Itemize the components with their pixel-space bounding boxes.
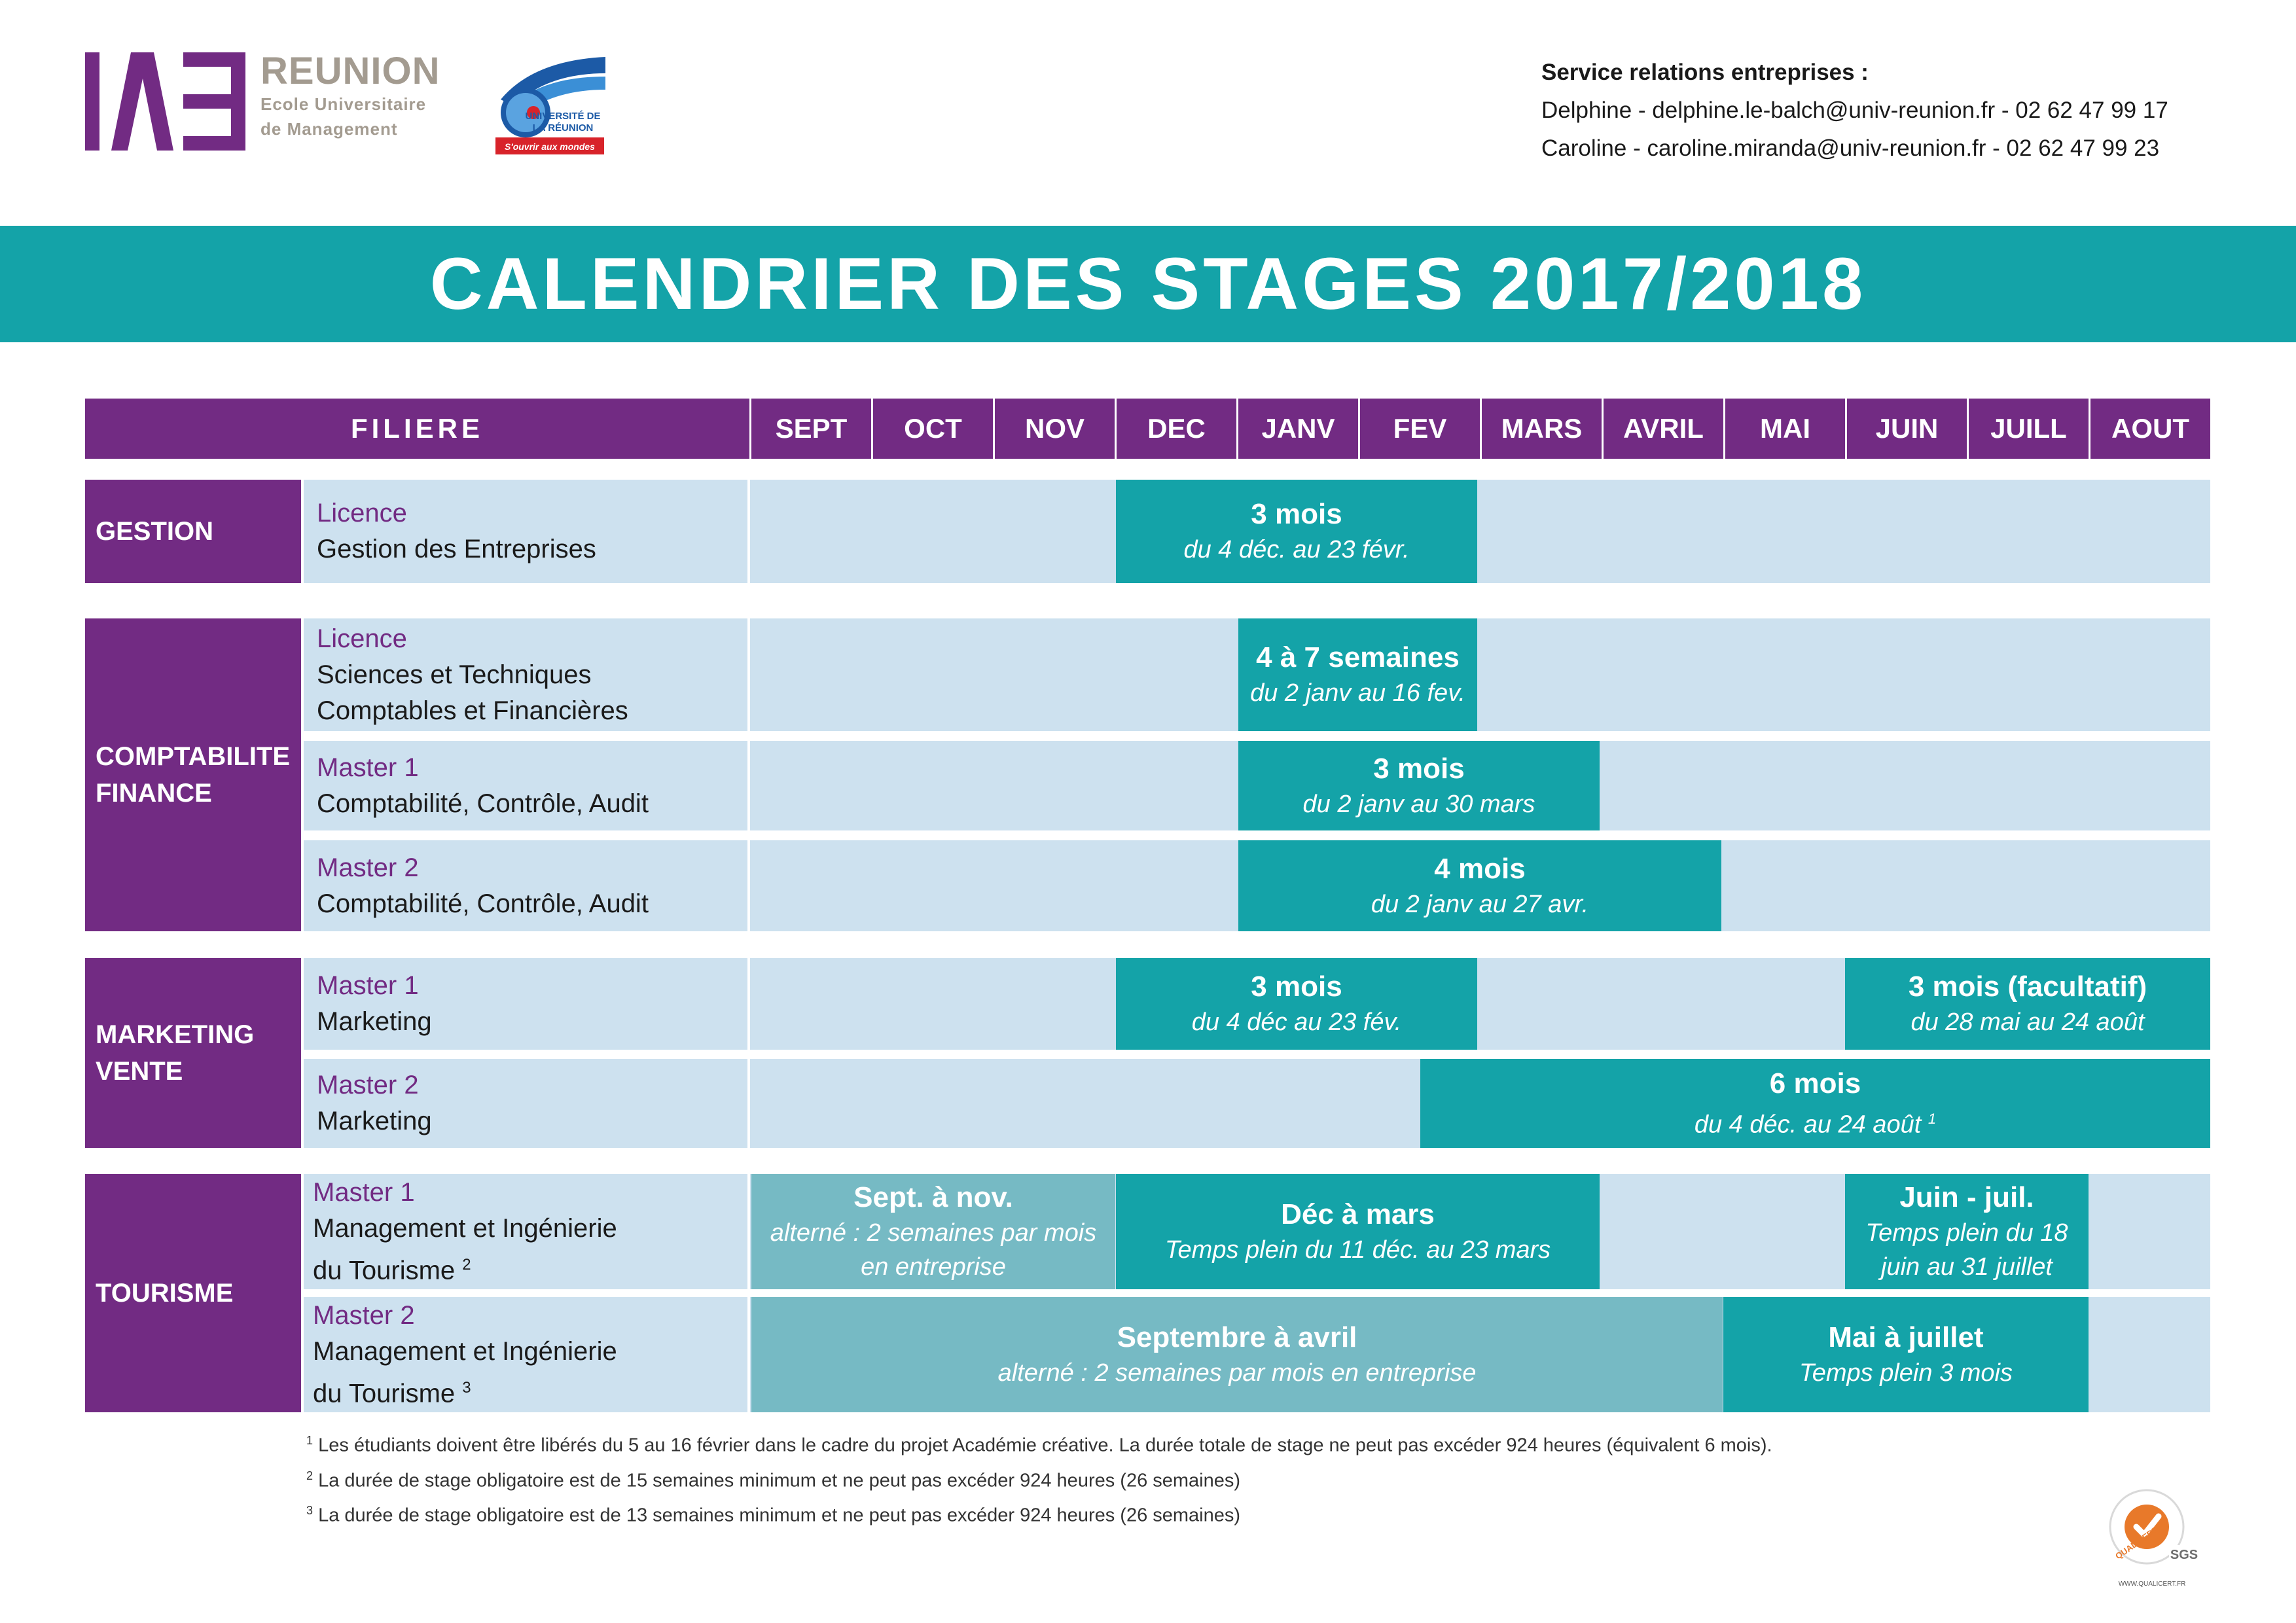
footnote-2 [306,1461,2073,1496]
bar-dates: du 4 déc au 23 fév. [1191,1008,1402,1036]
header-month-fev: FEV [1358,399,1480,459]
contact-caroline: Caroline - caroline.miranda@univ-reunion.fr - 02 62 47 99 23 [1541,135,2160,161]
internship-bar-mkt-m1-1 [1116,958,1477,1050]
header-filiere: FILIERE [85,399,749,459]
bar-dates: du 2 janv au 27 avr. [1371,890,1589,918]
iae-logo [85,52,249,151]
bar-title: Juin - juil. [1899,1181,2034,1213]
row-level: Licence [317,624,407,653]
bar-title: 3 mois [1373,752,1465,785]
bar-title: Septembre à avril [1117,1321,1357,1353]
row-level: Master 1 [313,1177,415,1207]
row-program: Comptabilité, Contrôle, Audit [317,889,649,918]
university-logo [494,54,605,158]
bar-dates: alterné : 2 semaines par mois en entreprise [997,1359,1477,1387]
header-month-juin: JUIN [1845,399,1967,459]
footnote-1 [306,1425,2073,1461]
bar-dates-line1: Temps plein du 18 [1865,1219,2068,1247]
row-program-line2 [313,1370,747,1412]
internship-bar-mkt-m1-2 [1845,958,2210,1050]
internship-bar-tour-m1-1 [751,1174,1115,1289]
row-label-mkt-m1 [304,958,747,1050]
page-title: CALENDRIER DES STAGES 2017/2018 [429,243,1867,325]
group-gestion: GESTION [85,480,301,583]
group-marketing-vente: MARKETING VENTE [85,958,301,1148]
qualicert-badge [2106,1482,2204,1590]
univ-text-1: UNIVERSITÉ DE [525,111,601,122]
contact-block [1541,54,2281,168]
row-level: Licence [317,499,407,527]
footnote-ref-1: 1 [1928,1110,1937,1127]
contact-title: Service relations entreprises : [1541,60,1869,85]
header-month-dec: DEC [1115,399,1236,459]
bar-dates: du 2 janv au 16 fev. [1250,679,1465,707]
group-compta-finance: COMPTABILITE FINANCE [85,618,301,931]
footnote-number: 1 [306,1434,314,1447]
bar-dates-line1: alterné : 2 semaines par mois [770,1219,1097,1247]
iae-logo-text [260,51,457,141]
footnote-text: La durée de stage obligatoire est de 15 semaines minimum et ne peut pas excéder 924 heures (26 semaines) [318,1470,1241,1491]
logo-line2: de Management [260,119,398,139]
header-month-juill: JUILL [1967,399,2089,459]
row-program-line1: Sciences et Techniques [317,660,592,689]
row-program-line2-text: du Tourisme [313,1379,456,1408]
group-tourisme: TOURISME [85,1174,301,1412]
row-level: Master 1 [317,971,419,1000]
header-month-aout: AOUT [2089,399,2210,459]
row-program-line2: Comptables et Financières [317,696,628,725]
row-track-gestion-licence [750,480,2210,583]
footnote-ref-2: 2 [462,1255,471,1274]
badge-sgs: SGS [2170,1548,2198,1562]
contact-delphine: Delphine - delphine.le-balch@univ-reunion.fr - 02 62 47 99 17 [1541,98,2168,123]
row-level: Master 2 [317,1071,419,1099]
bar-title: Déc à mars [1281,1198,1435,1230]
bar-dates: du 28 mai au 24 août [1910,1008,2145,1036]
bar-dates-line2: en entreprise [861,1253,1006,1281]
badge-brand: QUALICERT [2113,1524,2160,1561]
bar-title: Sept. à nov. [853,1181,1013,1213]
bar-dates-line2: juin au 31 juillet [1881,1253,2053,1281]
internship-bar-compta-m2 [1238,840,1721,931]
row-label-tour-m2 [304,1297,747,1412]
row-program-line2 [313,1247,747,1289]
row-level: Master 2 [317,853,419,882]
header-month-mars: MARS [1480,399,1602,459]
bar-title: 3 mois (facultatif) [1908,971,2147,1003]
header-month-nov: NOV [993,399,1115,459]
bar-title: 3 mois [1251,498,1342,530]
header-month-avril: AVRIL [1602,399,1723,459]
row-label-gestion-licence [304,480,747,583]
bar-title: 3 mois [1251,971,1342,1003]
row-program-line1: Management et Ingénierie [313,1213,617,1243]
bar-dates-text: du 4 déc. au 24 août [1694,1111,1922,1139]
row-label-compta-m1 [304,741,747,830]
bar-title: 4 à 7 semaines [1256,641,1460,673]
row-program: Gestion des Entreprises [317,535,596,563]
row-program: Comptabilité, Contrôle, Audit [317,789,649,818]
header-month-sept: SEPT [749,399,871,459]
footnote-ref-3: 3 [462,1378,471,1397]
row-program: Marketing [317,1107,432,1135]
internship-bar-compta-m1 [1238,741,1600,830]
bar-title: 4 mois [1434,852,1526,885]
internship-bar-tour-m1-2 [1116,1174,1600,1289]
footnote-number: 2 [306,1469,314,1482]
row-program: Marketing [317,1007,432,1036]
row-level: Master 1 [317,753,419,782]
footnotes [306,1425,2073,1531]
row-label-mkt-m2 [304,1059,747,1148]
bar-title: Mai à juillet [1828,1321,1984,1353]
footnote-3 [306,1495,2073,1531]
row-track-compta-licence [750,618,2210,731]
internship-bar-tour-m2-2 [1723,1297,2089,1412]
header-month-mai: MAI [1723,399,1845,459]
footnote-text: Les étudiants doivent être libérés du 5 au 16 février dans le cadre du projet Académie créative. La durée totale de stage ne peut pas excéder 924 heures (équivalent 6 mois). [318,1435,1772,1456]
internship-bar-gestion-licence [1116,480,1477,583]
logo-word: REUNION [260,50,440,92]
footnote-text: La durée de stage obligatoire est de 13 semaines minimum et ne peut pas excéder 924 heures (26 semaines) [318,1505,1241,1526]
row-label-compta-licence [304,618,747,731]
row-level: Master 2 [313,1300,415,1330]
logo-line1: Ecole Universitaire [260,94,427,114]
internship-bar-tour-m1-3 [1845,1174,2089,1289]
bar-dates: Temps plein 3 mois [1799,1359,2013,1387]
internship-bar-compta-licence [1238,618,1477,731]
row-program-line2-text: du Tourisme [313,1256,456,1285]
bar-dates [1695,1102,1936,1142]
bar-dates: du 4 déc. au 23 févr. [1183,536,1410,563]
header-month-oct: OCT [871,399,993,459]
internship-bar-tour-m2-1 [751,1297,1723,1412]
row-label-compta-m2 [304,840,747,931]
bar-title: 6 mois [1769,1067,1861,1099]
univ-text-2: LA RÉUNION [532,122,594,134]
badge-url: WWW.QUALICERT.FR [2118,1580,2186,1588]
bar-dates: Temps plein du 11 déc. au 23 mars [1164,1236,1551,1264]
univ-tagline: S'ouvrir aux mondes [505,141,595,152]
internship-bar-mkt-m2 [1420,1059,2210,1148]
header-month-janv: JANV [1236,399,1358,459]
bar-dates: du 2 janv au 30 mars [1302,790,1535,818]
title-band [0,226,2296,342]
row-label-tour-m1 [304,1174,747,1289]
footnote-number: 3 [306,1504,314,1518]
row-program-line1: Management et Ingénierie [313,1336,617,1366]
